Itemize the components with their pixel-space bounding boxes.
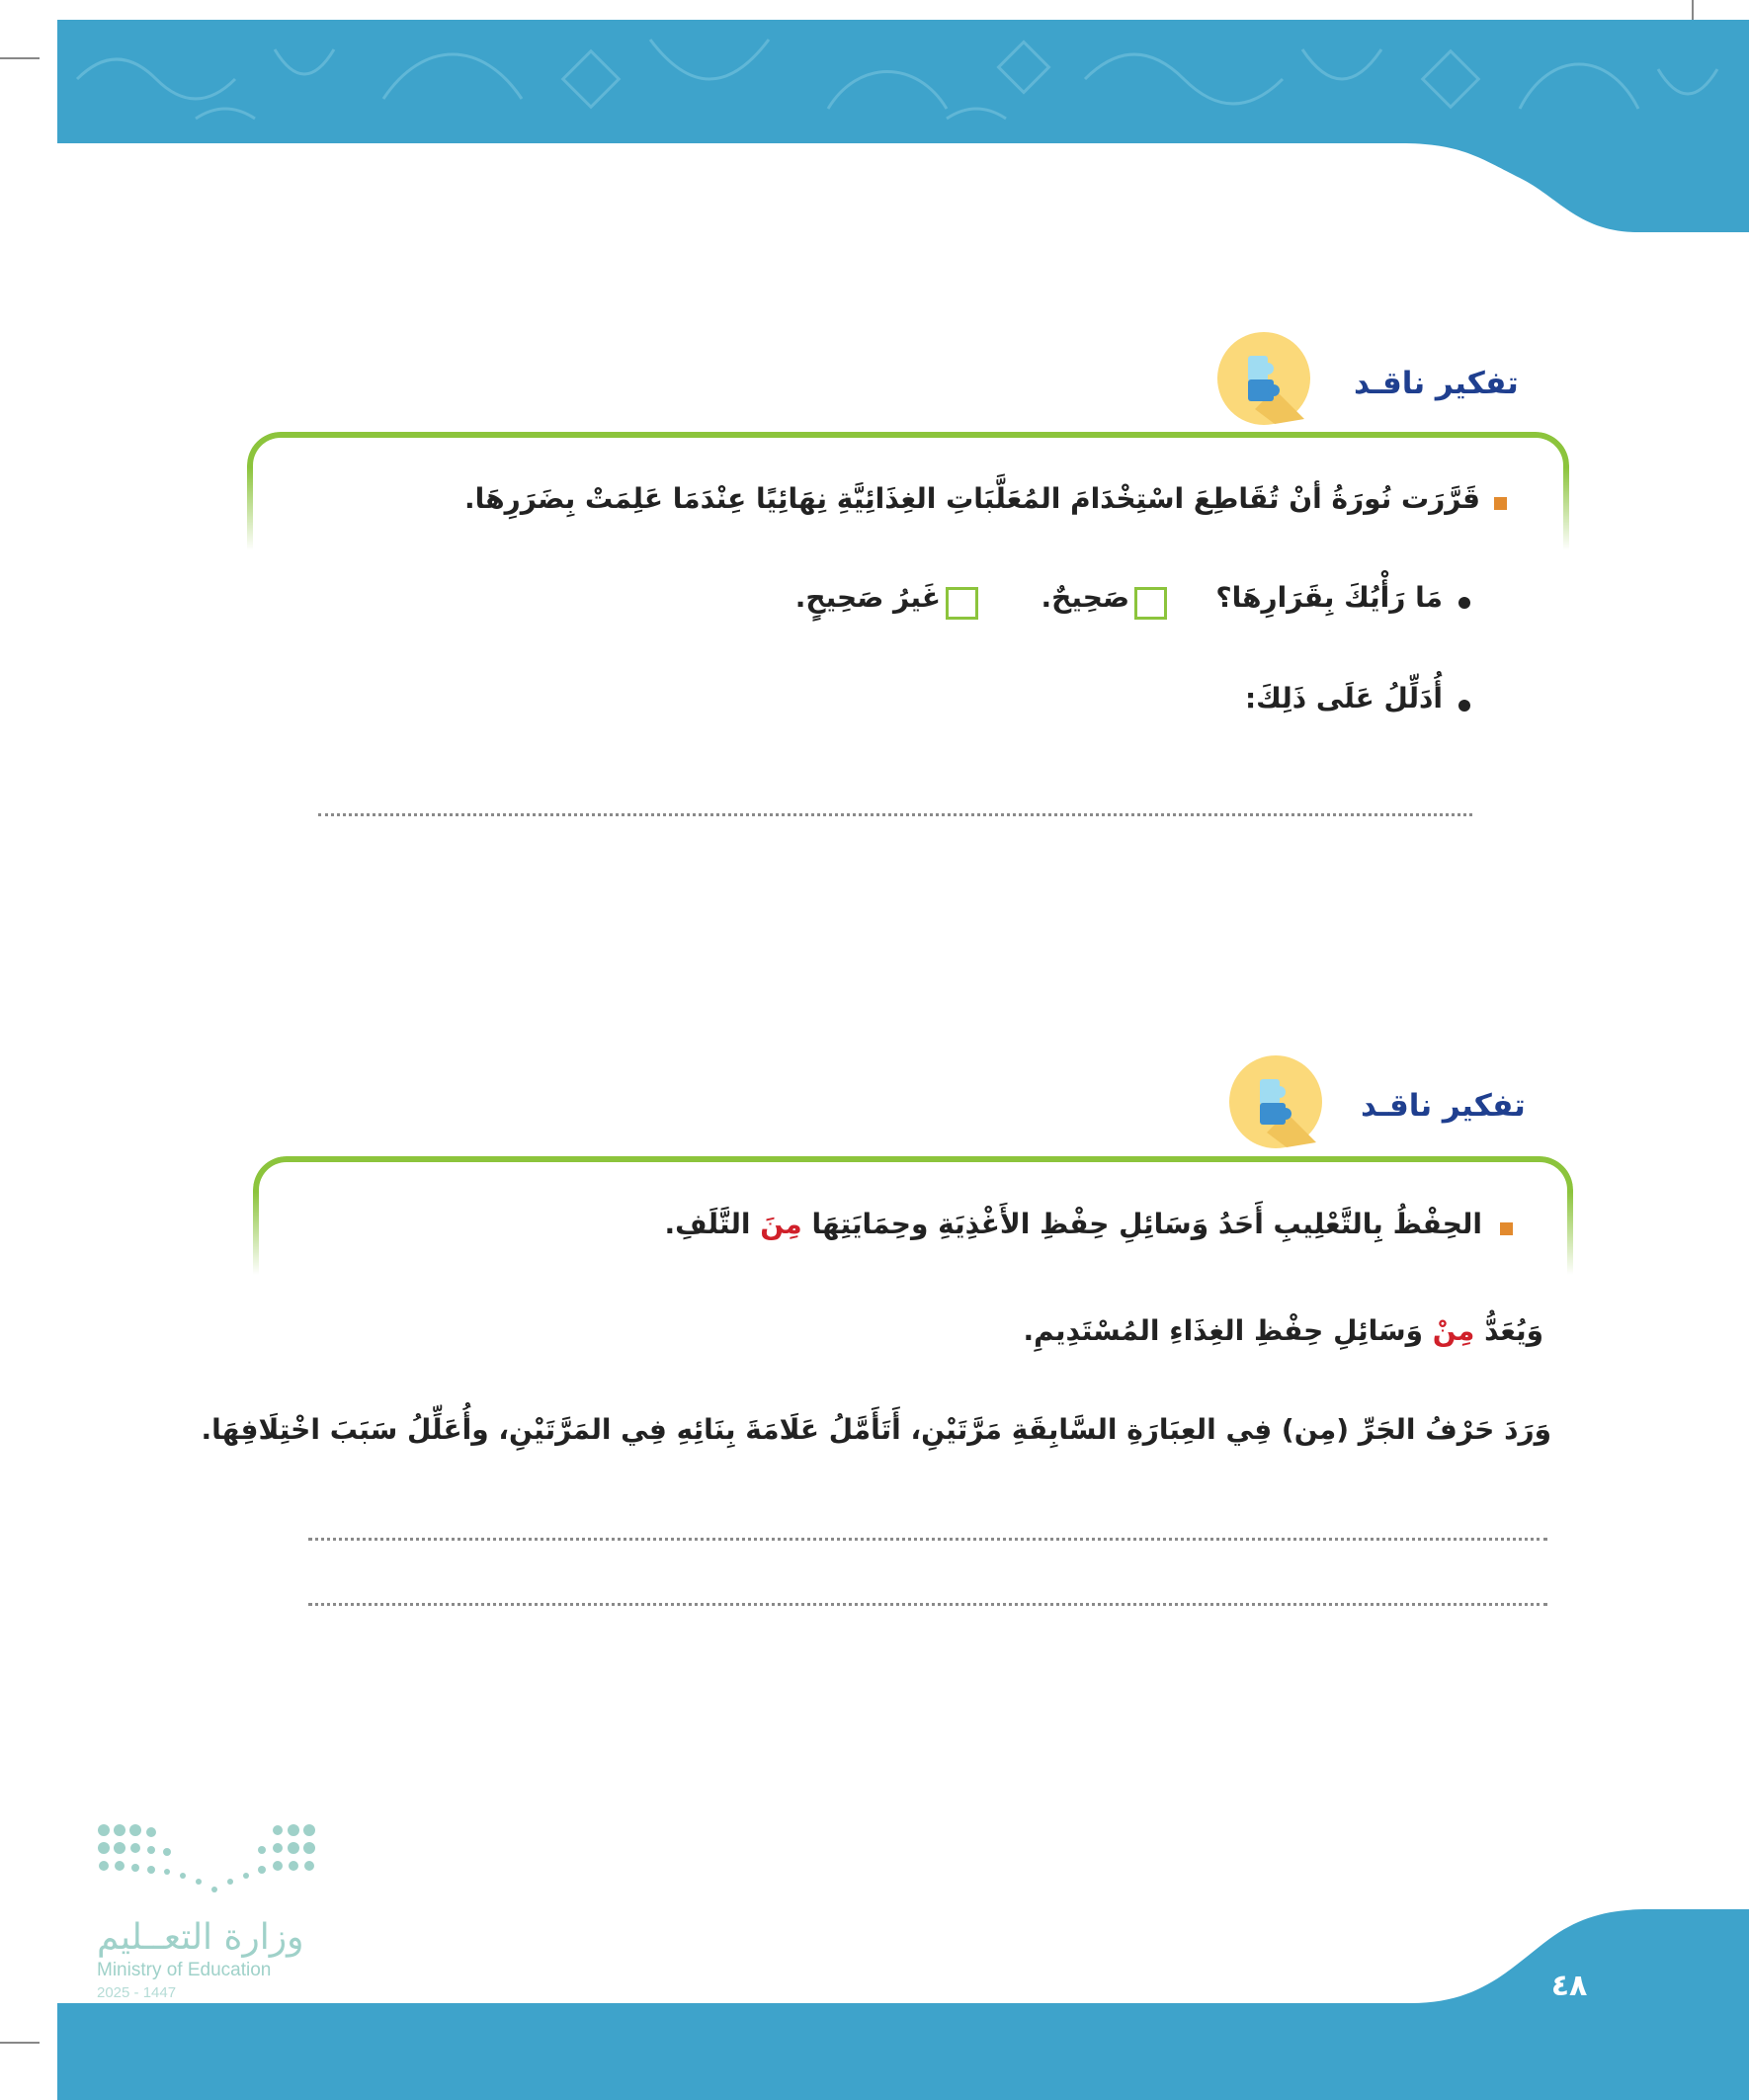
answer-line[interactable]: [308, 1538, 1547, 1541]
square-bullet: [1494, 497, 1507, 510]
section-title: تفكير ناقـد: [1361, 1088, 1526, 1124]
statement-text: قَرَّرَت نُورَةُ أنْ تُقَاطِعَ اسْتِخْدَامَ المُعَلَّبَاتِ الغِذَائِيَّةِ نِهَائِيًا عِنْدَمَا عَلِمَتْ بِضَرَرِهَا.: [464, 482, 1480, 515]
answer-line[interactable]: [318, 813, 1472, 816]
dot-bullet: [1458, 700, 1470, 712]
question-text: وَرَدَ حَرْفُ الجَرِّ (مِن) فِي العِبَارَةِ السَّابِقَةِ مَرَّتَيْنِ، أَتَأَمَّلُ عَلَامَةَ بِنَائِهِ فِي المَرَّتَيْنِ، وأُعَلِّلُ سَبَبَ اخْتِلَافِهَا.: [201, 1413, 1551, 1446]
crop-mark: [0, 57, 40, 59]
edition-year: 2025 - 1447: [97, 1984, 177, 2001]
incorrect-checkbox[interactable]: [946, 587, 978, 620]
statement-part: وَيُعَدُّ: [1484, 1314, 1543, 1347]
statement-text: [665, 1208, 1482, 1240]
statement-part: التَّلَفِ.: [664, 1208, 751, 1240]
statement-part: وَسَائِلِ حِفْظِ الغِذَاءِ المُسْتَدِيمِ.: [1023, 1314, 1424, 1347]
ministry-name-arabic: وزارة التعــليم: [97, 1917, 304, 1958]
option-correct-label: صَحِيحٌ.: [1041, 581, 1129, 614]
correct-checkbox[interactable]: [1134, 587, 1167, 620]
puzzle-icon: [1227, 1053, 1324, 1150]
answer-line[interactable]: [308, 1603, 1547, 1606]
section-title: تفكير ناقـد: [1354, 366, 1519, 401]
crop-mark: [0, 2042, 40, 2044]
crop-mark: [1692, 0, 1694, 20]
evidence-prompt: أُدَلِّلُ عَلَى ذَلِكَ:: [1244, 682, 1443, 714]
preposition-highlight: مِنْ: [1432, 1314, 1475, 1347]
preposition-highlight: مِنَ: [760, 1208, 802, 1240]
top-banner: [57, 20, 1749, 232]
dot-bullet: [1458, 597, 1470, 609]
square-bullet: [1500, 1222, 1513, 1235]
statement-part: الحِفْظُ بِالتَّعْلِيبِ أَحَدُ وَسَائِلِ حِفْظِ الأَغْذِيَةِ وحِمَايَتِهَا: [811, 1208, 1482, 1240]
ministry-name-english: Ministry of Education: [97, 1960, 272, 1980]
puzzle-icon: [1215, 330, 1312, 427]
question-text: مَا رَأْيُكَ بِقَرَارِهَا؟: [1215, 581, 1443, 614]
statement-line-2: [1023, 1314, 1543, 1347]
page-number: ٤٨: [1550, 1969, 1588, 2003]
ministry-logo: [94, 1820, 321, 1899]
option-incorrect-label: غَيرُ صَحِيحٍ.: [794, 581, 941, 614]
